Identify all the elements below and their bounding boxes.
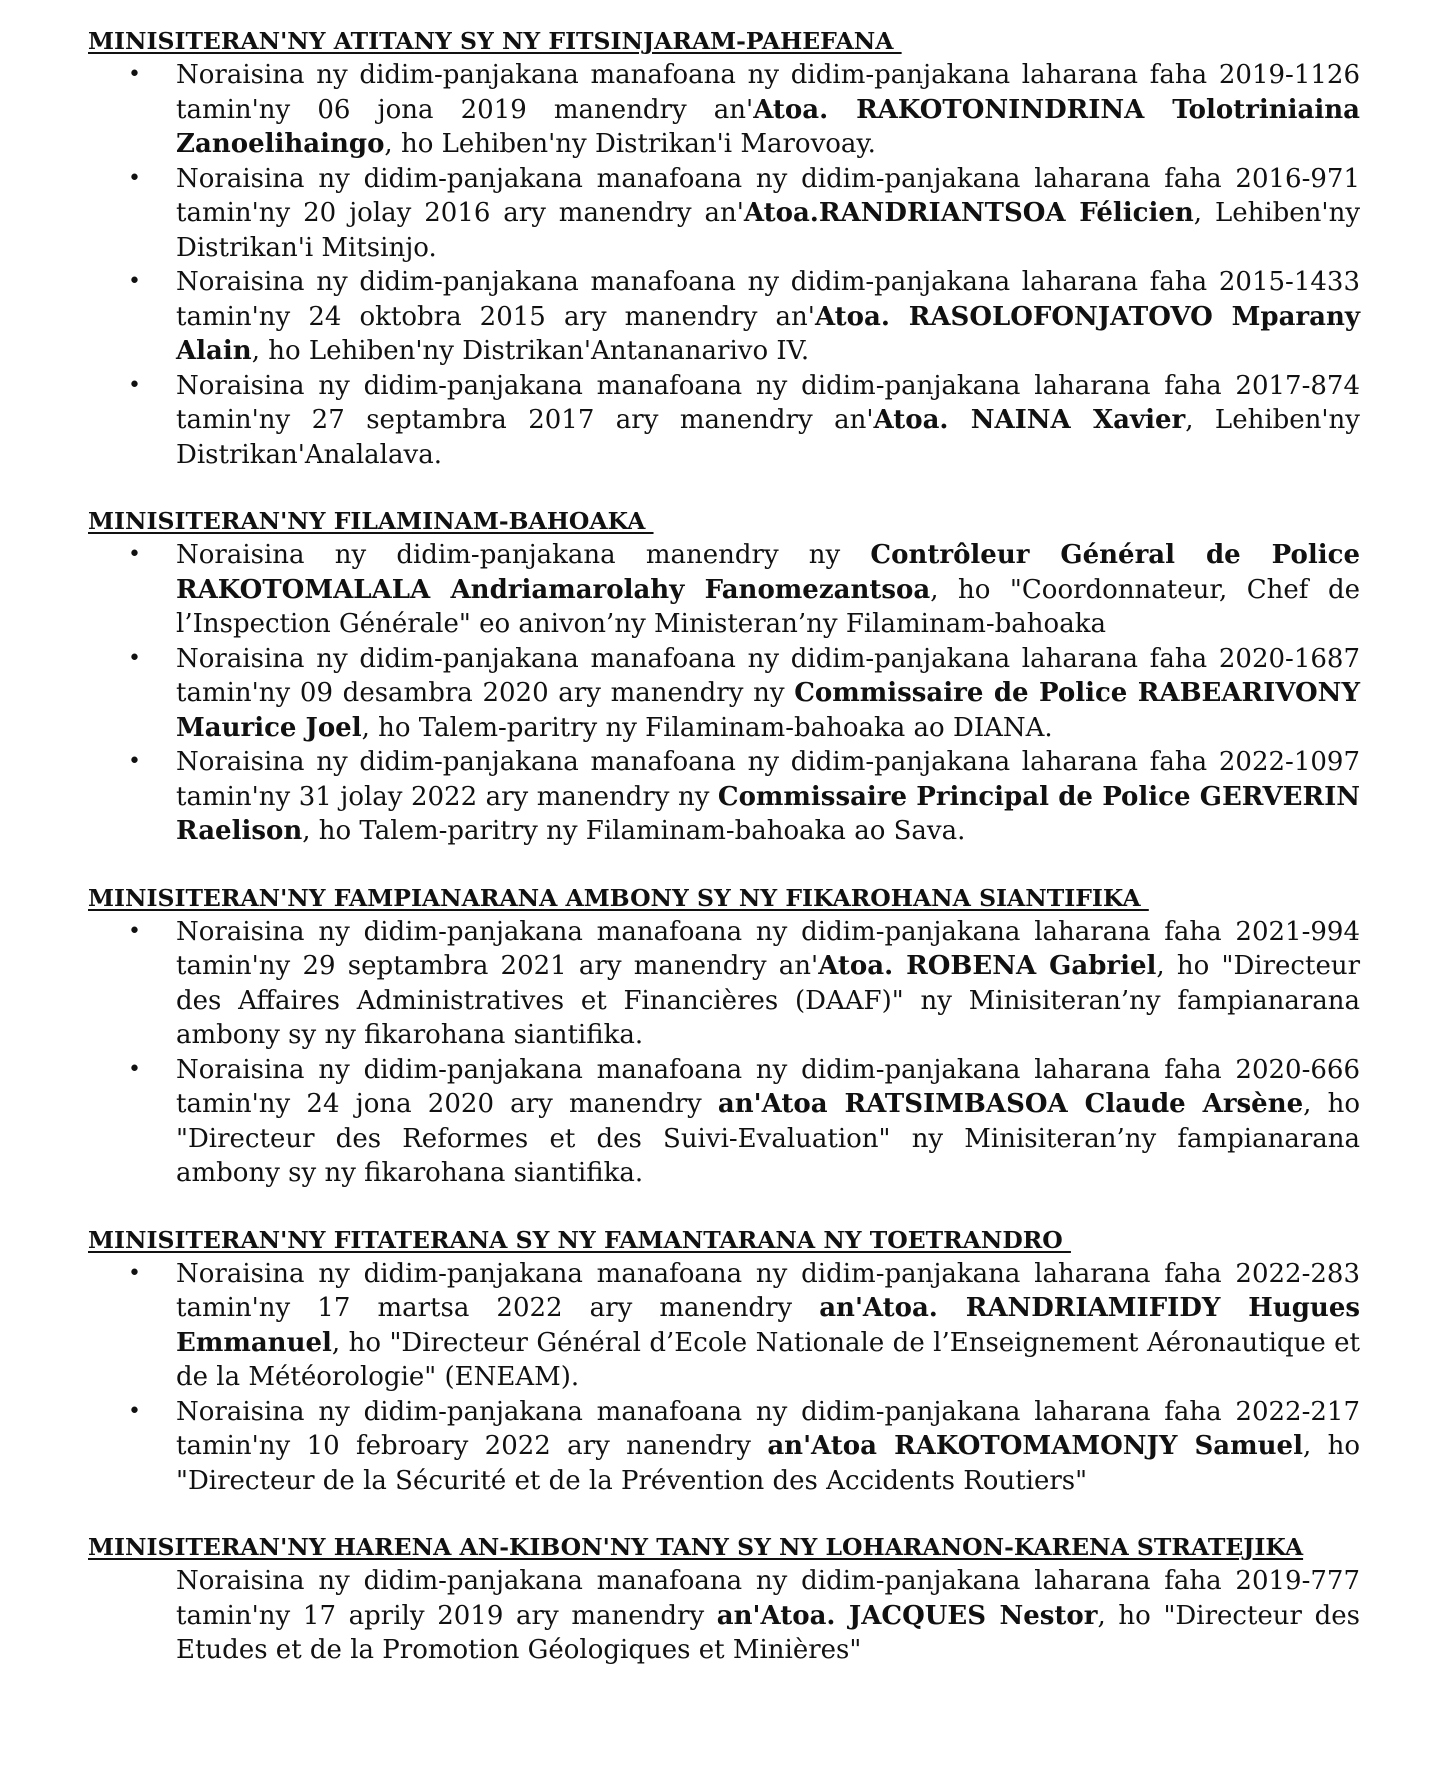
bullet-icon: • xyxy=(128,1260,141,1286)
item-text: , ho Talem-paritry ny Filaminam-bahoaka ao DIANA. xyxy=(361,712,1053,743)
person-name: Commissaire Principal de Police GERVERIN Raelison xyxy=(176,781,1360,846)
item-text: Noraisina ny didim-panjakana manafoana ny didim-panjakana laharana faha 2020-1687 tamin'ny 09 desambra 2020 ary manendry ny xyxy=(176,643,1360,708)
person-name: an'Atoa RATSIMBASOA Claude Arsène xyxy=(717,1089,1304,1119)
item-text: Noraisina ny didim-panjakana manafoana ny didim-panjakana laharana faha 2016-971 tamin'ny 20 jolay 2016 ary manendry an' xyxy=(176,163,1360,228)
decree-list xyxy=(88,1257,1360,1499)
list-item xyxy=(88,265,1360,369)
person-name: Atoa. NAINA Xavier xyxy=(873,405,1186,435)
bullet-icon: • xyxy=(128,269,141,294)
bullet-icon: • xyxy=(128,165,141,191)
decree-list xyxy=(88,58,1360,472)
list-item xyxy=(88,642,1360,746)
item-text: , Lehiben'ny Distrikan'Analalava. xyxy=(176,405,1360,470)
decree-list xyxy=(88,1564,1360,1668)
list-item xyxy=(88,745,1360,849)
list-item xyxy=(88,1053,1360,1191)
bullet-icon: • xyxy=(128,542,141,567)
decree-list xyxy=(88,538,1360,849)
bullet-icon: • xyxy=(128,1398,141,1424)
person-name: an'Atoa. JACQUES Nestor xyxy=(716,1600,1098,1631)
item-text: Noraisina ny didim-panjakana manafoana ny didim-panjakana laharana faha 2020-666 tamin'ny 24 jona 2020 ary manendry xyxy=(176,1054,1360,1119)
list-item xyxy=(88,1395,1360,1499)
item-text: , ho "Directeur des Etudes et de la Promotion Géologiques et Minières" xyxy=(176,1600,1361,1665)
person-name: Atoa. ROBENA Gabriel xyxy=(818,951,1157,981)
person-name: an'Atoa RAKOTOMAMONJY Samuel xyxy=(767,1431,1303,1461)
item-text: , ho "Directeur de la Sécurité et de la Prévention des Accidents Routiers" xyxy=(176,1431,1360,1496)
section-harena-an-kibon-ny-tany xyxy=(88,1530,1360,1668)
list-item xyxy=(88,1257,1360,1395)
bullet-icon: • xyxy=(128,372,141,398)
person-name: Atoa. RAKOTONINDRINA Tolotriniaina Zanoelihaingo xyxy=(176,94,1361,159)
bullet-icon: • xyxy=(128,645,141,671)
document-page xyxy=(88,24,1360,1700)
item-text: , ho "Directeur des Affaires Administratives et Financières (DAAF)" ny Minisiteran’ny fampianarana ambony sy ny fikarohana siantifika. xyxy=(176,951,1361,1050)
item-text: Noraisina ny didim-panjakana manafoana ny didim-panjakana laharana faha 2022-1097 tamin'ny 31 jolay 2022 ary manendry ny xyxy=(176,747,1360,812)
person-name: Atoa.RANDRIANTSOA Félicien xyxy=(743,198,1194,228)
item-text: , ho Lehiben'ny Distrikan'i Marovoay. xyxy=(384,129,876,159)
item-text: Noraisina ny didim-panjakana manafoana ny didim-panjakana laharana faha 2022-283 tamin'ny 17 martsa 2022 ary manendry xyxy=(176,1258,1360,1323)
item-text: Noraisina ny didim-panjakana manafoana ny didim-panjakana laharana faha 2021-994 tamin'ny 29 septambra 2021 ary manendry an' xyxy=(176,916,1360,981)
list-item xyxy=(88,58,1360,162)
bullet-icon: • xyxy=(128,62,141,87)
person-name: an'Atoa. RANDRIAMIFIDY Hugues Emmanuel xyxy=(176,1293,1361,1358)
item-text: , ho "Directeur des Reformes et des Suivi-Evaluation" ny Minisiteran’ny fampianarana ambony sy ny fikarohana siantifika. xyxy=(176,1089,1360,1188)
decree-list xyxy=(88,915,1360,1191)
item-text: Noraisina ny didim-panjakana manafoana ny didim-panjakana laharana faha 2022-217 tamin'ny 10 febroary 2022 ary nanendry xyxy=(176,1396,1360,1461)
person-name: Commissaire de Police RABEARIVONY Maurice Joel xyxy=(176,678,1361,743)
list-item xyxy=(88,369,1360,473)
section-heading: MINISITERAN'NY FILAMINAM-BAHOAKA xyxy=(88,507,654,535)
item-text: , Lehiben'ny Distrikan'i Mitsinjo. xyxy=(176,198,1361,263)
section-heading: MINISITERAN'NY ATITANY SY NY FITSINJARAM-PAHEFANA xyxy=(88,27,902,55)
section-heading: MINISITERAN'NY FAMPIANARANA AMBONY SY NY FIKAROHANA SIANTIFIKA xyxy=(88,883,1149,912)
section-fitaterana xyxy=(88,1223,1360,1499)
person-name: Atoa. RASOLOFONJATOVO Mparany Alain xyxy=(176,301,1360,366)
item-text: Noraisina ny didim-panjakana manafoana ny didim-panjakana laharana faha 2017-874 tamin'ny 27 septambra 2017 ary manendry an' xyxy=(176,370,1360,435)
item-text: Noraisina ny didim-panjakana manendry ny xyxy=(176,540,871,570)
list-item xyxy=(88,162,1360,266)
section-atitany xyxy=(88,24,1360,472)
item-text: Noraisina ny didim-panjakana manafoana ny didim-panjakana laharana faha 2019-777 tamin'ny 17 aprily 2019 ary manendry xyxy=(176,1566,1360,1631)
list-item xyxy=(88,1564,1360,1668)
bullet-icon: • xyxy=(128,918,141,944)
item-text: , ho Talem-paritry ny Filaminam-bahoaka ao Sava. xyxy=(302,816,966,846)
section-heading: MINISITERAN'NY FITATERANA SY NY FAMANTARANA NY TOETRANDRO xyxy=(88,1225,1071,1254)
section-filaminam-bahoaka xyxy=(88,504,1360,849)
list-item xyxy=(88,915,1360,1053)
bullet-icon: • xyxy=(128,1056,141,1082)
item-text: Noraisina ny didim-panjakana manafoana ny didim-panjakana laharana faha 2019-1126 tamin'ny 06 jona 2019 manendry an' xyxy=(176,60,1360,125)
section-fampianarana-ambony xyxy=(88,881,1360,1191)
list-item xyxy=(88,538,1360,642)
person-name: Contrôleur Général de Police RAKOTOMALALA Andriamarolahy Fanomezantsoa xyxy=(176,540,1360,605)
bullet-icon: • xyxy=(128,749,141,774)
item-text: Noraisina ny didim-panjakana manafoana ny didim-panjakana laharana faha 2015-1433 tamin'ny 24 oktobra 2015 ary manendry an' xyxy=(176,267,1360,332)
section-heading: MINISITERAN'NY HARENA AN-KIBON'NY TANY SY NY LOHARANON-KARENA STRATEJIKA xyxy=(88,1533,1304,1561)
item-text: , ho "Directeur Général d’Ecole Nationale de l’Enseignement Aéronautique et de la Météorologie" (ENEAM). xyxy=(176,1327,1360,1392)
item-text: , ho Lehiben'ny Distrikan'Antananarivo IV. xyxy=(251,336,810,366)
item-text: , ho "Coordonnateur, Chef de l’Inspection Générale" eo anivon’ny Ministeran’ny Filaminam-bahoaka xyxy=(176,574,1360,639)
